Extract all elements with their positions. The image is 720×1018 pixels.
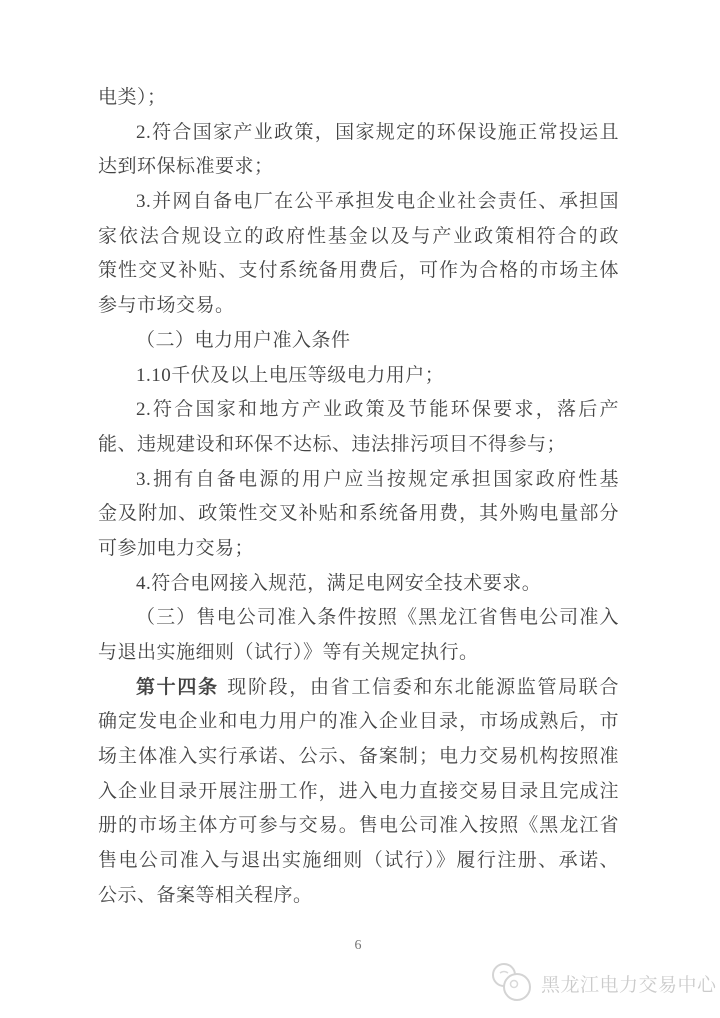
document-line: 与退出实施细则（试行）》等有关规定执行。 [98, 642, 479, 663]
watermark [490, 960, 717, 1006]
document-line: 可参加电力交易； [98, 537, 255, 559]
document-line: 售电公司准入与退出实施细则（试行）》履行注册、承诺、 [98, 850, 619, 872]
document-line: 3.并网自备电厂在公平承担发电企业社会责任、承担国 [136, 191, 619, 213]
document-body [98, 81, 619, 914]
document-line: 2.符合国家和地方产业政策及节能环保要求，落后产 [136, 399, 619, 421]
document-line: 策性交叉补贴、支付系统备用费后，可作为合格的市场主体 [98, 260, 619, 282]
document-line: 2.符合国家产业政策，国家规定的环保设施正常投运且 [136, 121, 619, 143]
document-line: 公示、备案等相关程序。 [98, 884, 313, 906]
document-line: 册的市场主体方可参与交易。售电公司准入按照《黑龙江省 [98, 815, 619, 837]
document-line: 场主体准入实行承诺、公示、备案制；电力交易机构按照准 [98, 746, 619, 768]
document-line: 能、违规建设和环保不达标、违法排污项目不得参与； [98, 433, 567, 455]
document-line: （二）电力用户准入条件 [136, 329, 351, 351]
article-number-bold: 第十四条 [136, 676, 219, 698]
document-line: 第十四条 现阶段，由省工信委和东北能源监管局联合 [136, 676, 619, 698]
document-line: 金及附加、政策性交叉补贴和系统备用费，其外购电量部分 [98, 503, 619, 525]
watermark-text: 黑龙江电力交易中心 [541, 974, 717, 996]
trading-center-logo-icon [490, 960, 536, 1006]
page-number: 6 [354, 938, 362, 953]
document-line: 1.10千伏及以上电压等级电力用户； [136, 364, 445, 386]
document-line: 入企业目录开展注册工作，进入电力直接交易目录且完成注 [98, 780, 619, 802]
document-line: 4.符合电网接入规范，满足电网安全技术要求。 [136, 572, 542, 594]
document-line: 确定发电企业和电力用户的准入企业目录，市场成熟后，市 [98, 711, 619, 733]
document-line: 电类）； [98, 87, 167, 108]
document-line: 3.拥有自备电源的用户应当按规定承担国家政府性基 [136, 468, 619, 490]
document-line: （三）售电公司准入条件按照《黑龙江省售电公司准入 [136, 607, 619, 629]
document-line: 达到环保标准要求； [98, 156, 274, 178]
document-line: 家依法合规设立的政府性基金以及与产业政策相符合的政 [98, 225, 619, 247]
document-line: 参与市场交易。 [98, 295, 235, 317]
